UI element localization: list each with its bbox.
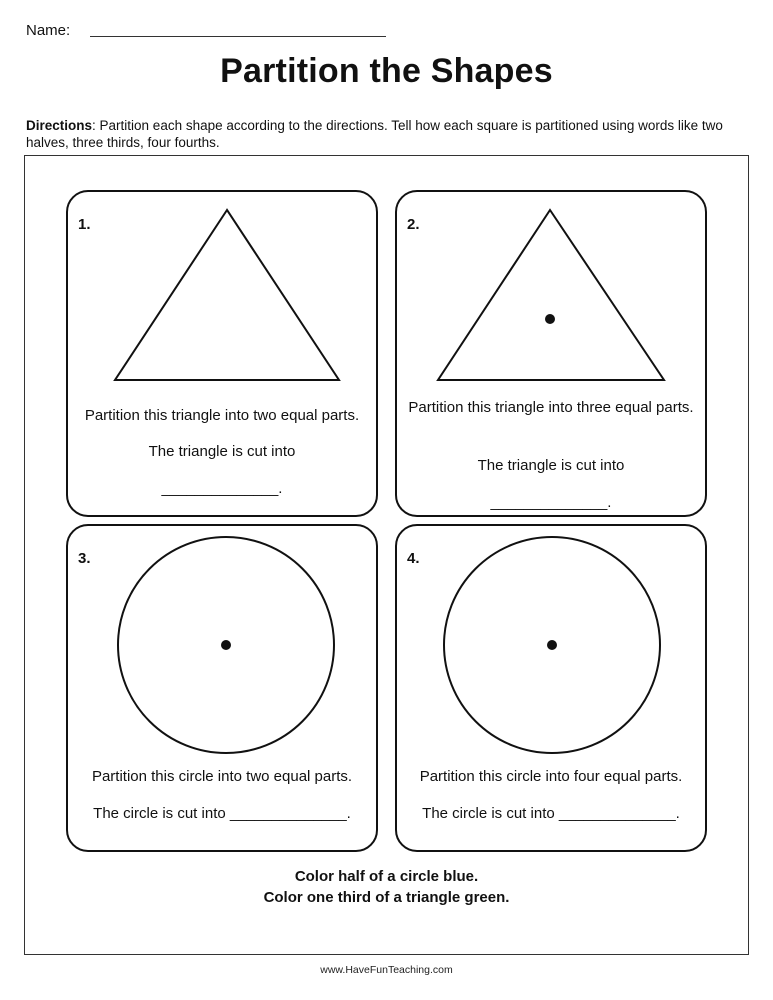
center-dot [545,314,555,324]
card-number: 1. [78,216,91,233]
card-instruction: Partition this triangle into three equal parts. [408,399,694,416]
card-answer-prefix: The triangle is cut into [148,443,296,460]
card-answer-blank[interactable]: ______________. [490,494,612,511]
center-dot [221,640,231,650]
card-number: 4. [407,550,420,567]
website-credit: www.HaveFunTeaching.com [320,964,453,976]
card-answer-blank[interactable]: ______________. [161,480,283,497]
card-number: 3. [78,550,91,567]
card-3 [66,524,378,852]
card-1 [66,190,378,517]
directions-text: : Partition each shape according to the directions. Tell how each square is partitioned using words like two halves, three thirds, four fourths. [26,118,723,150]
directions-label: Directions [26,118,93,133]
card-instruction: Partition this circle into four equal parts. [419,768,683,785]
name-line[interactable] [90,36,386,37]
card-4 [395,524,707,852]
card-answer-prefix: The triangle is cut into [477,457,625,474]
directions [26,117,756,151]
card-answer-line[interactable]: The circle is cut into ______________. [93,805,351,822]
card-2 [395,190,707,517]
center-dot [547,640,557,650]
triangle-shape [68,192,380,519]
card-instruction: Partition this triangle into two equal parts. [84,407,360,424]
card-answer-line[interactable]: The circle is cut into ______________. [422,805,680,822]
page-title: Partition the Shapes [220,52,553,90]
color-instruction-2: Color one third of a triangle green. [263,889,510,906]
card-instruction: Partition this circle into two equal parts. [91,768,353,785]
card-number: 2. [407,216,420,233]
name-label: Name: [26,22,71,39]
color-instruction-1: Color half of a circle blue. [294,868,479,885]
